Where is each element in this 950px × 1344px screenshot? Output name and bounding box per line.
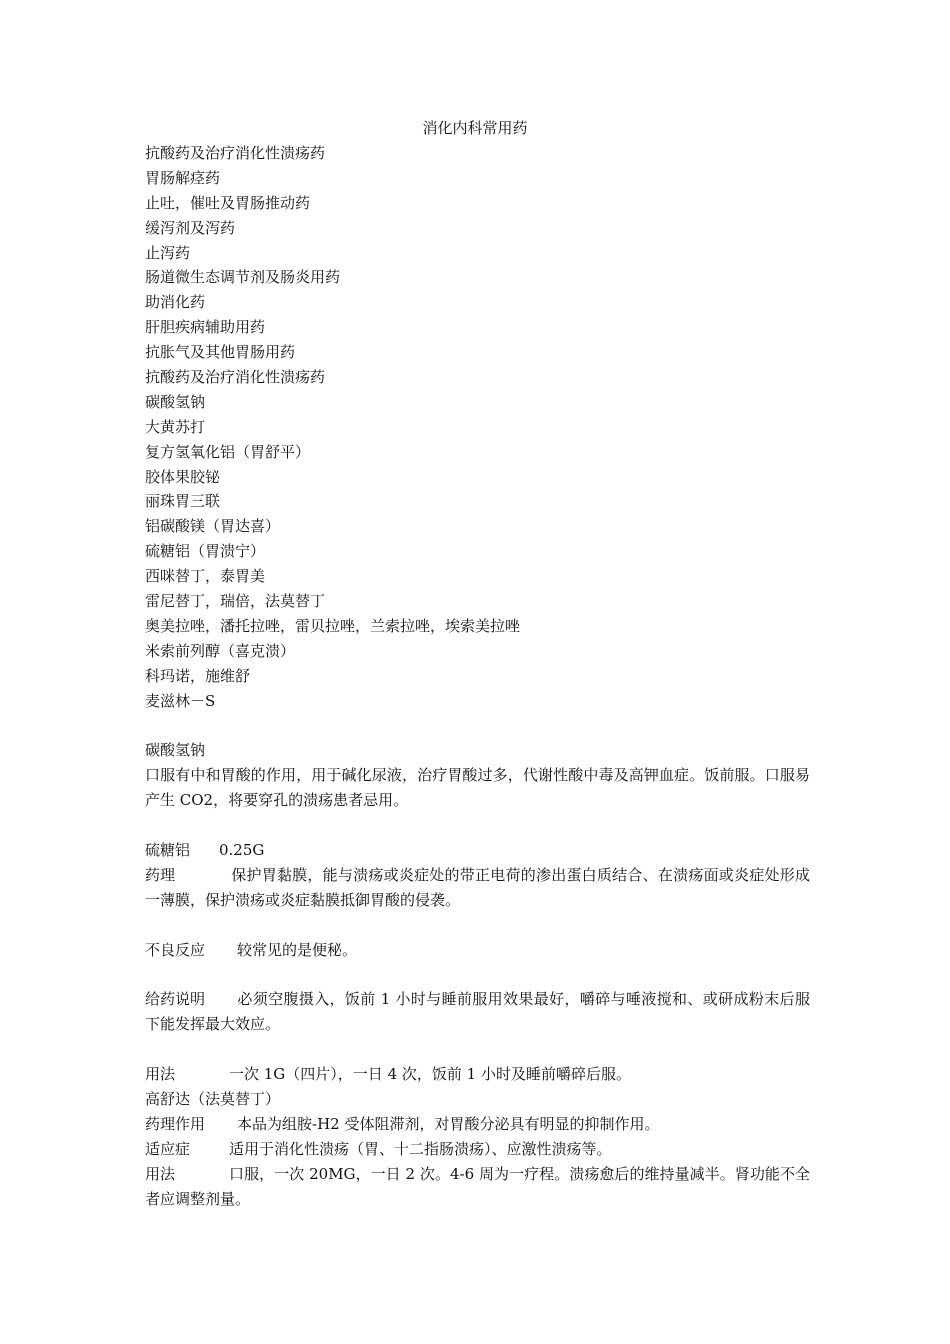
field-value: 保护胃黏膜，能与溃疡或炎症处的带正电荷的渗出蛋白质结合、在溃疡面或炎症处形成一薄膜，保护溃疡或炎症黏膜抵御胃酸的侵袭。: [145, 865, 810, 909]
toc-list: [145, 141, 810, 713]
pharmacology-paragraph: [145, 863, 810, 913]
field-label: 药理: [145, 865, 176, 884]
toc-item: 胃肠解痉药: [145, 168, 221, 187]
toc-item: 米索前列醇（喜克溃）: [145, 641, 296, 660]
section-text: 口服有中和胃酸的作用，用于碱化尿液，治疗胃酸过多，代谢性酸中毒及高钾血症。饭前服。口服易产生 CO2，将要穿孔的溃疡患者忌用。: [145, 766, 810, 810]
toc-item: 奥美拉唑，潘托拉唑，雷贝拉唑，兰索拉唑，埃索美拉唑: [145, 616, 521, 635]
field-value: 一次 1G（四片），一日 4 次，饭前 1 小时及睡前嚼碎后服。: [229, 1065, 631, 1084]
administration-paragraph: [145, 987, 810, 1037]
toc-item: 硫糖铝（胃溃宁）: [145, 542, 266, 561]
toc-item: 助消化药: [145, 293, 206, 312]
drug-dose: 0.25G: [219, 840, 265, 859]
field-label: 不良反应: [145, 940, 206, 959]
field-value: 本品为组胺-H2 受体阻滞剂，对胃酸分泌具有明显的抑制作用。: [237, 1114, 660, 1133]
field-value: 口服，一次 20MG，一日 2 次。4-6 周为一疗程。溃疡愈后的维持量减半。肾功能不全者应调整剂量。: [145, 1164, 810, 1208]
field-label: 用法: [145, 1164, 176, 1183]
document-body: [145, 141, 810, 1211]
toc-item: 抗胀气及其他胃肠用药: [145, 343, 296, 362]
field-label: 给药说明: [145, 990, 206, 1009]
toc-item: 肝胆疾病辅助用药: [145, 318, 266, 337]
toc-item: 雷尼替丁，瑞倍，法莫替丁: [145, 592, 326, 611]
toc-item: 麦滋林－S: [145, 691, 216, 710]
field-label: 用法: [145, 1065, 176, 1084]
document-title: 消化内科常用药: [422, 119, 528, 137]
toc-item: 抗酸药及治疗消化性溃疡药: [145, 368, 326, 387]
adverse-paragraph: [145, 938, 810, 963]
toc-item: 复方氢氧化铝（胃舒平）: [145, 442, 311, 461]
section-famotidine: [145, 1087, 810, 1211]
indication-paragraph: [145, 1137, 810, 1162]
toc-item: 大黄苏打: [145, 417, 206, 436]
toc-item: 止吐，催吐及胃肠推动药: [145, 193, 311, 212]
field-label: 适应症: [145, 1139, 191, 1158]
field-label: 药理作用: [145, 1114, 206, 1133]
section-heading: [145, 838, 810, 863]
toc-item: 丽珠胃三联: [145, 492, 221, 511]
toc-item: 缓泻剂及泻药: [145, 218, 236, 237]
toc-item: 胶体果胶铋: [145, 467, 221, 486]
toc-item: 止泻药: [145, 243, 191, 262]
field-value: 较常见的是便秘。: [237, 940, 358, 959]
toc-item: 科玛诺，施维舒: [145, 666, 251, 685]
toc-item: 肠道微生态调节剂及肠炎用药: [145, 268, 341, 287]
section-sodium-bicarbonate: [145, 738, 810, 813]
usage-paragraph: [145, 1062, 810, 1087]
section-heading: 碳酸氢钠: [145, 741, 206, 760]
toc-item: 抗酸药及治疗消化性溃疡药: [145, 144, 326, 162]
action-paragraph: [145, 1112, 810, 1137]
toc-item: 西咪替丁，泰胃美: [145, 567, 266, 586]
section-sucralfate: [145, 838, 810, 1087]
usage-paragraph: [145, 1162, 810, 1212]
section-heading: 高舒达（法莫替丁）: [145, 1089, 281, 1108]
field-value: 必须空腹摄入，饭前 1 小时与睡前服用效果最好，嚼碎与唾液搅和、或研成粉末后服下能发挥最大效应。: [145, 990, 810, 1034]
field-value: 适用于消化性溃疡（胃、十二指肠溃疡）、应激性溃疡等。: [229, 1139, 612, 1158]
toc-item: 铝碳酸镁（胃达喜）: [145, 517, 281, 536]
drug-name: 硫糖铝: [145, 840, 191, 859]
toc-item: 碳酸氢钠: [145, 392, 206, 411]
